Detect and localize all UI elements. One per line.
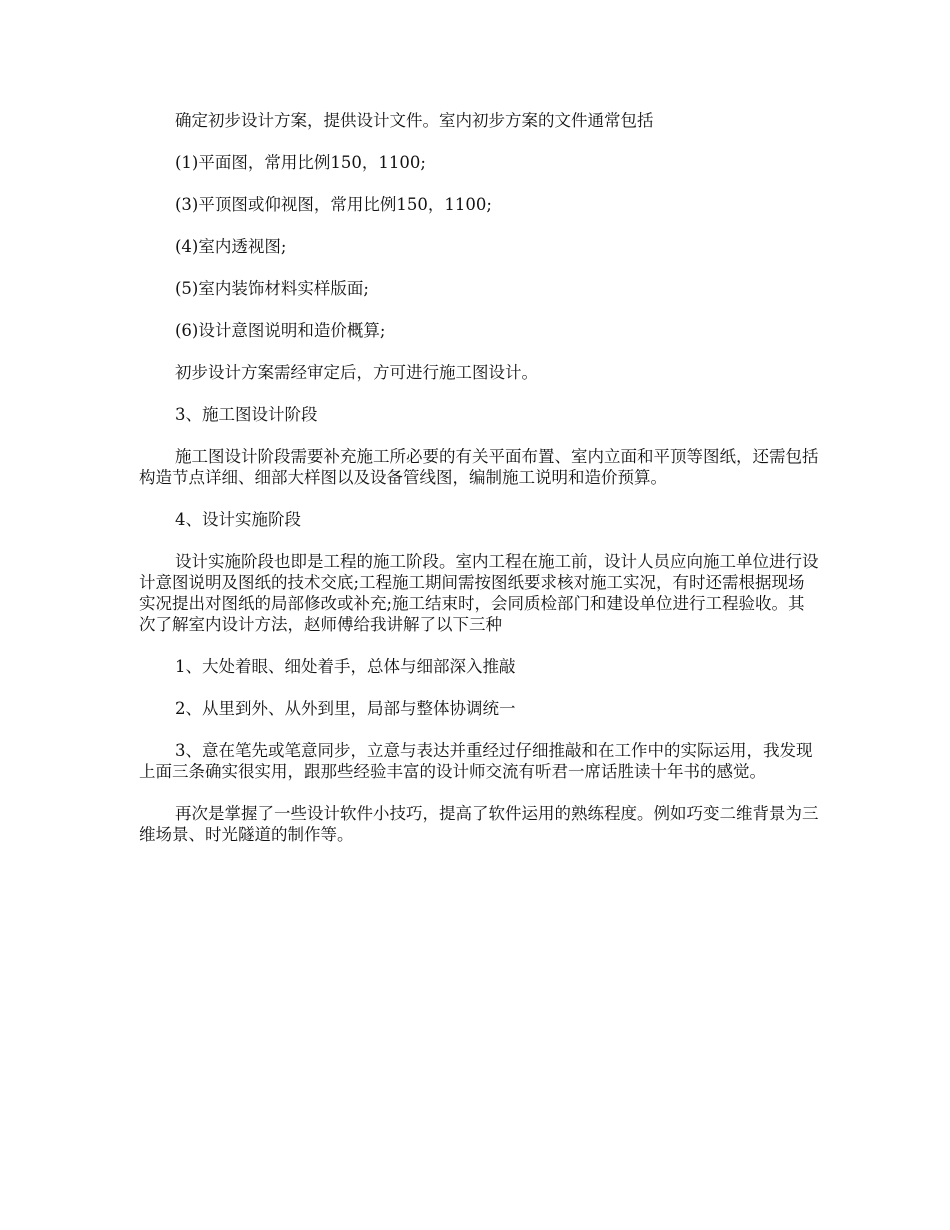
list-item: 3、意在笔先或笔意同步，立意与表达并重经过仔细推敲和在工作中的实际运用，我发现上面三条确实很实用，跟那些经验丰富的设计师交流有听君一席话胜读十年书的感觉。 bbox=[139, 741, 813, 781]
list-item: 2、从里到外、从外到里，局部与整体协调统一 bbox=[175, 699, 516, 718]
list-item: (5)室内装饰材料实样版面; bbox=[175, 279, 369, 298]
list-item: (3)平顶图或仰视图，常用比例150，1100; bbox=[175, 195, 492, 214]
paragraph: 确定初步设计方案，提供设计文件。室内初步方案的文件通常包括 bbox=[175, 111, 654, 130]
list-item: 1、大处着眼、细处着手，总体与细部深入推敲 bbox=[175, 657, 516, 676]
paragraph: 初步设计方案需经审定后，方可进行施工图设计。 bbox=[175, 363, 538, 382]
document-body bbox=[139, 110, 819, 866]
paragraph: 再次是掌握了一些设计软件小技巧，提高了软件运用的熟练程度。例如巧变二维背景为三维场景、时光隧道的制作等。 bbox=[139, 804, 819, 844]
paragraph: 施工图设计阶段需要补充施工所必要的有关平面布置、室内立面和平顶等图纸，还需包括构造节点详细、细部大样图以及设备管线图，编制施工说明和造价预算。 bbox=[139, 447, 819, 487]
section-heading: 3、施工图设计阶段 bbox=[175, 405, 318, 424]
list-item: (6)设计意图说明和造价概算; bbox=[175, 321, 386, 340]
list-item: (1)平面图，常用比例150，1100; bbox=[175, 153, 426, 172]
paragraph: 设计实施阶段也即是工程的施工阶段。室内工程在施工前，设计人员应向施工单位进行设计意图说明及图纸的技术交底;工程施工期间需按图纸要求核对施工实况，有时还需根据现场实况提出对图纸的局部修改或补充;施工结束时，会同质检部门和建设单位进行工程验收。其次了解室内设计方法，赵师傅给我讲解了以下三种 bbox=[139, 552, 819, 634]
section-heading: 4、设计实施阶段 bbox=[175, 510, 301, 529]
list-item: (4)室内透视图; bbox=[175, 237, 287, 256]
